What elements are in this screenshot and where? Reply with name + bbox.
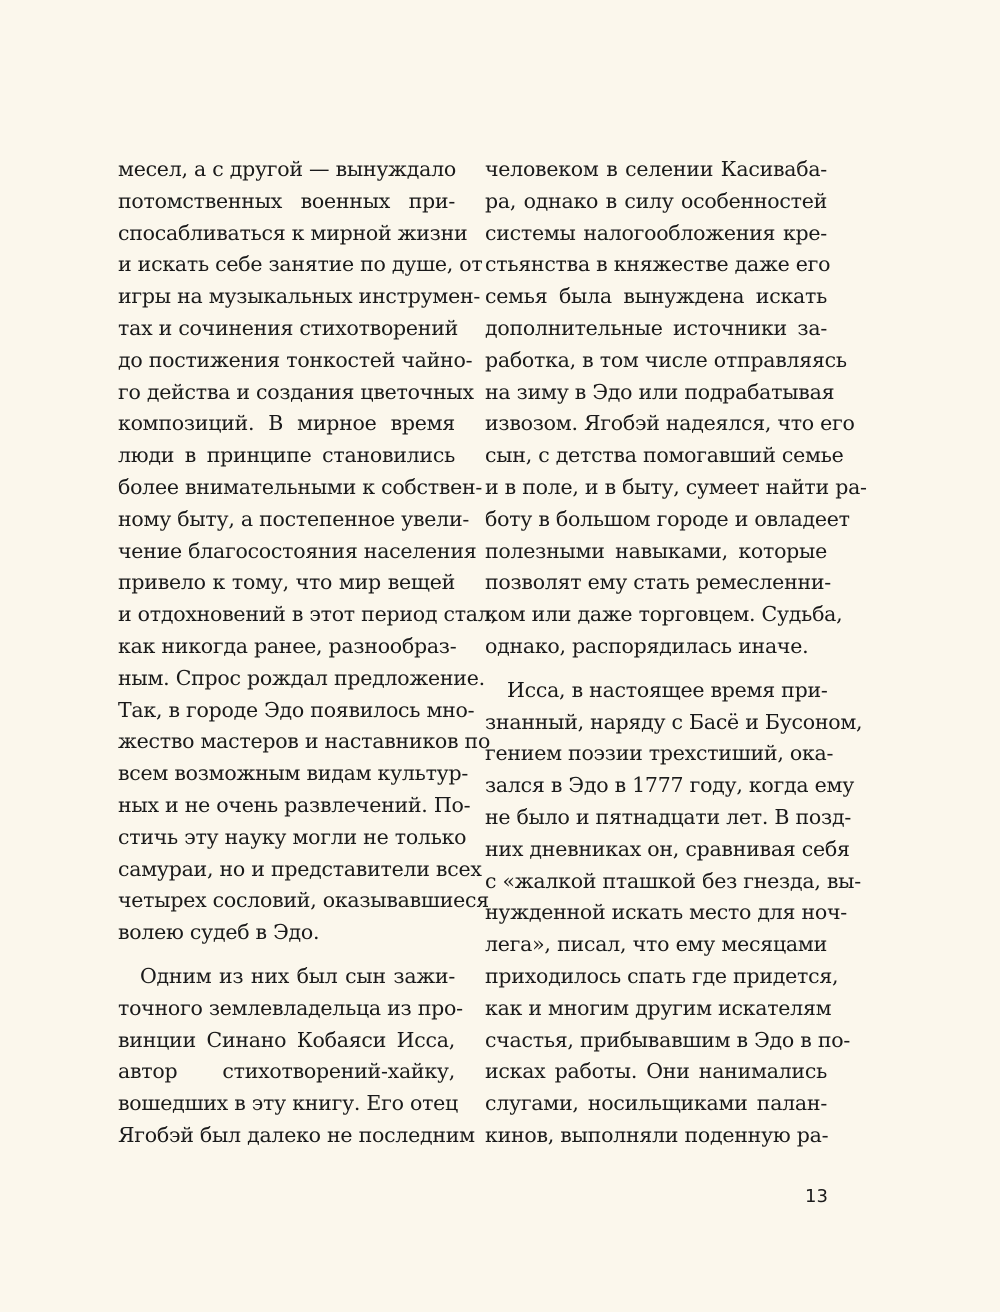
text-line: жество мастеров и наставников по [118,729,491,754]
text-line: как никогда ранее, разнообраз- [118,633,457,658]
paragraph-gap [118,949,455,961]
text-line: ра, однако в силу особенностей [485,188,827,213]
text-line: Исса, в настоящее время при- [507,677,828,702]
text-line: и искать себе занятие по душе, от [118,252,483,277]
text-line: точного землевладельца из про- [118,995,463,1020]
text-line: с «жалкой пташкой без гнезда, вы- [485,868,861,893]
text-line: го действа и создания цветочных [118,379,474,404]
text-line: люди в принципе становились [118,443,455,468]
text-line: Одним из них был сын зажи- [140,963,455,988]
right-column [485,154,867,1152]
text-line: винции Синано Кобаяси Исса, [118,1027,455,1052]
text-line: месел, а с другой — вынуждало [118,157,456,181]
text-line: работка, в том числе отправляясь [485,347,847,372]
text-line: потомственных военных при- [118,188,455,213]
text-line: всем возможным видам культур- [118,761,469,786]
text-line: однако, распорядилась иначе. [485,633,809,658]
text-line: ных и не очень развлечений. По- [118,792,471,817]
text-line: нужденной искать место для ноч- [485,900,847,925]
text-line: человеком в селении Касиваба- [485,157,827,181]
text-line: тах и сочинения стихотворений [118,315,459,340]
text-line: боту в большом городе и овладеет [485,506,850,531]
text-line: кинов, выполняли поденную ра- [485,1122,829,1147]
text-line: приходилось спать где придется, [485,963,839,988]
text-line: автор стихотворений-хайку, [118,1059,455,1084]
text-line: слугами, носильщиками палан- [485,1091,827,1116]
text-line: более внимательными к собствен- [118,474,483,499]
text-line: вошедших в эту книгу. Его отец [118,1091,458,1116]
text-line: зался в Эдо в 1777 году, когда ему [485,773,855,798]
text-line: самураи, но и представители всех [118,856,482,881]
text-line: стьянства в княжестве даже его [485,252,831,277]
text-line: как и многим другим искателям [485,995,832,1020]
text-line: них дневниках он, сравнивая себя [485,836,850,861]
text-line: извозом. Ягобэй надеялся, что его [485,411,855,436]
paragraph [118,154,497,949]
text-line: ком или даже торговцем. Судьба, [485,602,843,627]
page-number: 13 [805,1186,828,1207]
text-line: на зиму в Эдо или подрабатывая [485,379,835,404]
text-line: спосабливаться к мирной жизни [118,220,468,245]
text-line: полезными навыками, которые [485,538,827,563]
text-line: игры на музыкальных инструмен- [118,284,481,309]
text-line: ным. Спрос рождал предложение. [118,665,485,690]
text-line: композиций. В мирное время [118,411,455,436]
paragraph [485,675,863,1152]
text-line: гением поэзии трехстиший, ока- [485,741,834,766]
text-line: не было и пятнадцати лет. В позд- [485,804,851,829]
text-line: чение благосостояния населения [118,538,477,563]
text-line: дополнительные источники за- [485,315,827,340]
paragraph [118,961,475,1152]
text-line: позволят ему стать ремесленни- [485,570,831,595]
text-line: счастья, прибывавшим в Эдо в по- [485,1027,851,1052]
text-line: системы налогообложения кре- [485,220,827,245]
text-line: привело к тому, что мир вещей [118,570,455,595]
text-line: волею судеб в Эдо. [118,920,320,945]
text-line: Так, в городе Эдо появилось мно- [118,697,475,722]
text-line: исках работы. Они нанимались [485,1059,827,1084]
text-line: лега», писал, что ему месяцами [485,932,827,957]
text-line: сын, с детства помогавший семье [485,443,844,468]
paragraph-gap [485,663,827,675]
text-line: и отдохновений в этот период стал, [118,602,497,627]
text-line: и в поле, и в быту, сумеет найти ра- [485,474,867,499]
text-line: знанный, наряду с Басё и Бусоном, [485,709,863,734]
text-line: ному быту, а постепенное увели- [118,506,470,531]
text-line: стичь эту науку могли не только [118,824,467,849]
text-line: семья была вынуждена искать [485,284,827,309]
left-column [118,154,497,1152]
paragraph [485,154,867,663]
text-line: до постижения тонкостей чайно- [118,347,473,372]
text-line: Ягобэй был далеко не последним [118,1122,475,1147]
text-line: четырех сословий, оказывавшиеся [118,888,489,913]
